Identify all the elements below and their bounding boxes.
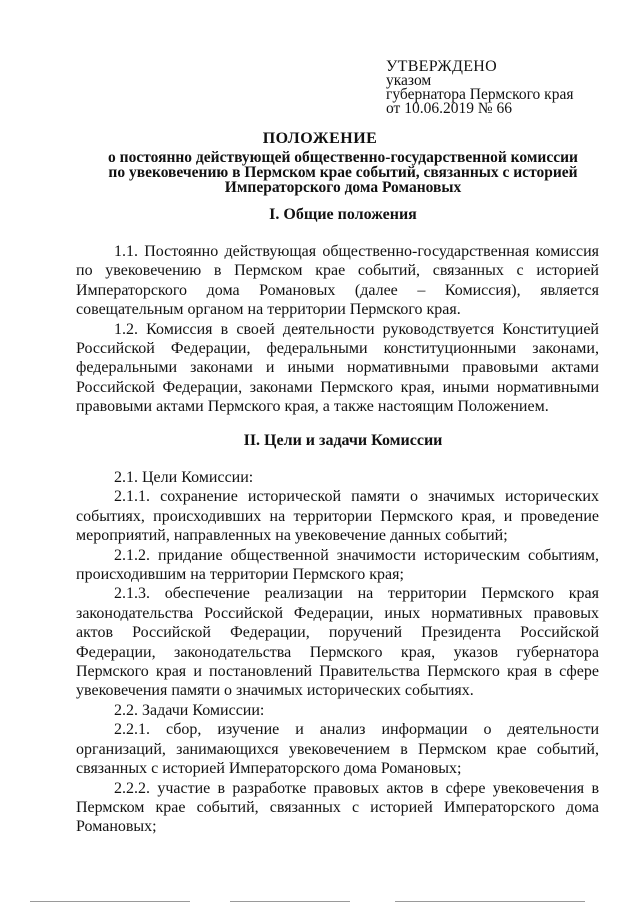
section-goals-body bbox=[76, 468, 599, 837]
document-title: ПОЛОЖЕНИЕ bbox=[262, 130, 378, 147]
paragraph: 1.2. Комиссия в своей деятельности руководствуется Конституцией Российской Федерации, федеральными конституционными законами, федеральными законами и иными нормативными правовыми актами Российской Федерации, законами Пермского края, иными нормативными правовыми актами Пермского края, а также настоящим Положением. bbox=[76, 320, 599, 416]
paragraph: 2.1.2. придание общественной значимости историческим событиям, происходившим на территории Пермского края; bbox=[76, 546, 599, 584]
section-general-body bbox=[76, 242, 599, 417]
approval-line-date: от 10.06.2019 № 66 bbox=[386, 100, 512, 117]
paragraph: 2.1.1. сохранение исторической памяти о значимых исторических событиях, происходивших на территории Пермского края, и проведение мероприятий, направленных на увековечение данных событий; bbox=[76, 488, 599, 545]
approval-line-governor: губернатора Пермского края bbox=[386, 86, 574, 103]
document-subtitle bbox=[0, 150, 640, 195]
subtitle-line: о постоянно действующей общественно-государственной комиссии bbox=[108, 149, 578, 166]
scan-edge-artifact bbox=[0, 897, 640, 905]
paragraph: 2.2.2. участие в разработке правовых актов в сфере увековечения в Пермском крае событий, связанных с историей Императорского дома Романовых; bbox=[76, 779, 599, 836]
paragraph: 2.1.3. обеспечение реализации на территории Пермского края законодательства Российской Федерации, иных нормативных правовых актов Российской Федерации, поручений Президента Российской Федерации, законодательства Пермского края, указов губернатора Пермского края и постановлений Правительства Пермского края в сфере увековечения памяти о значимых исторических событиях. bbox=[76, 585, 599, 700]
paragraph: 1.1. Постоянно действующая общественно-государственная комиссия по увековечению в Пермском крае событий, связанных с историей Императорского дома Романовых (далее – Комиссия), является совещательным органом на территории Пермского края. bbox=[76, 243, 599, 319]
approval-stamp bbox=[386, 60, 573, 116]
section-heading-goals: II. Цели и задачи Комиссии bbox=[243, 432, 443, 449]
paragraph: 2.2. Задачи Комиссии: bbox=[114, 701, 265, 719]
paragraph: 2.1. Цели Комиссии: bbox=[114, 469, 254, 486]
subtitle-line: Императорского дома Романовых bbox=[224, 179, 462, 196]
approval-heading: УТВЕРЖДЕНО bbox=[386, 58, 498, 75]
section-heading-general: I. Общие положения bbox=[269, 206, 417, 223]
approval-line-decree: указом bbox=[386, 72, 432, 89]
subtitle-line: по увековечению в Пермском крае событий, связанных с историей bbox=[108, 164, 578, 181]
paragraph: 2.2.1. сбор, изучение и анализ информации о деятельности организаций, занимающихся увековечением в Пермском крае событий, связанных с историей Императорского дома Романовых; bbox=[76, 721, 599, 778]
